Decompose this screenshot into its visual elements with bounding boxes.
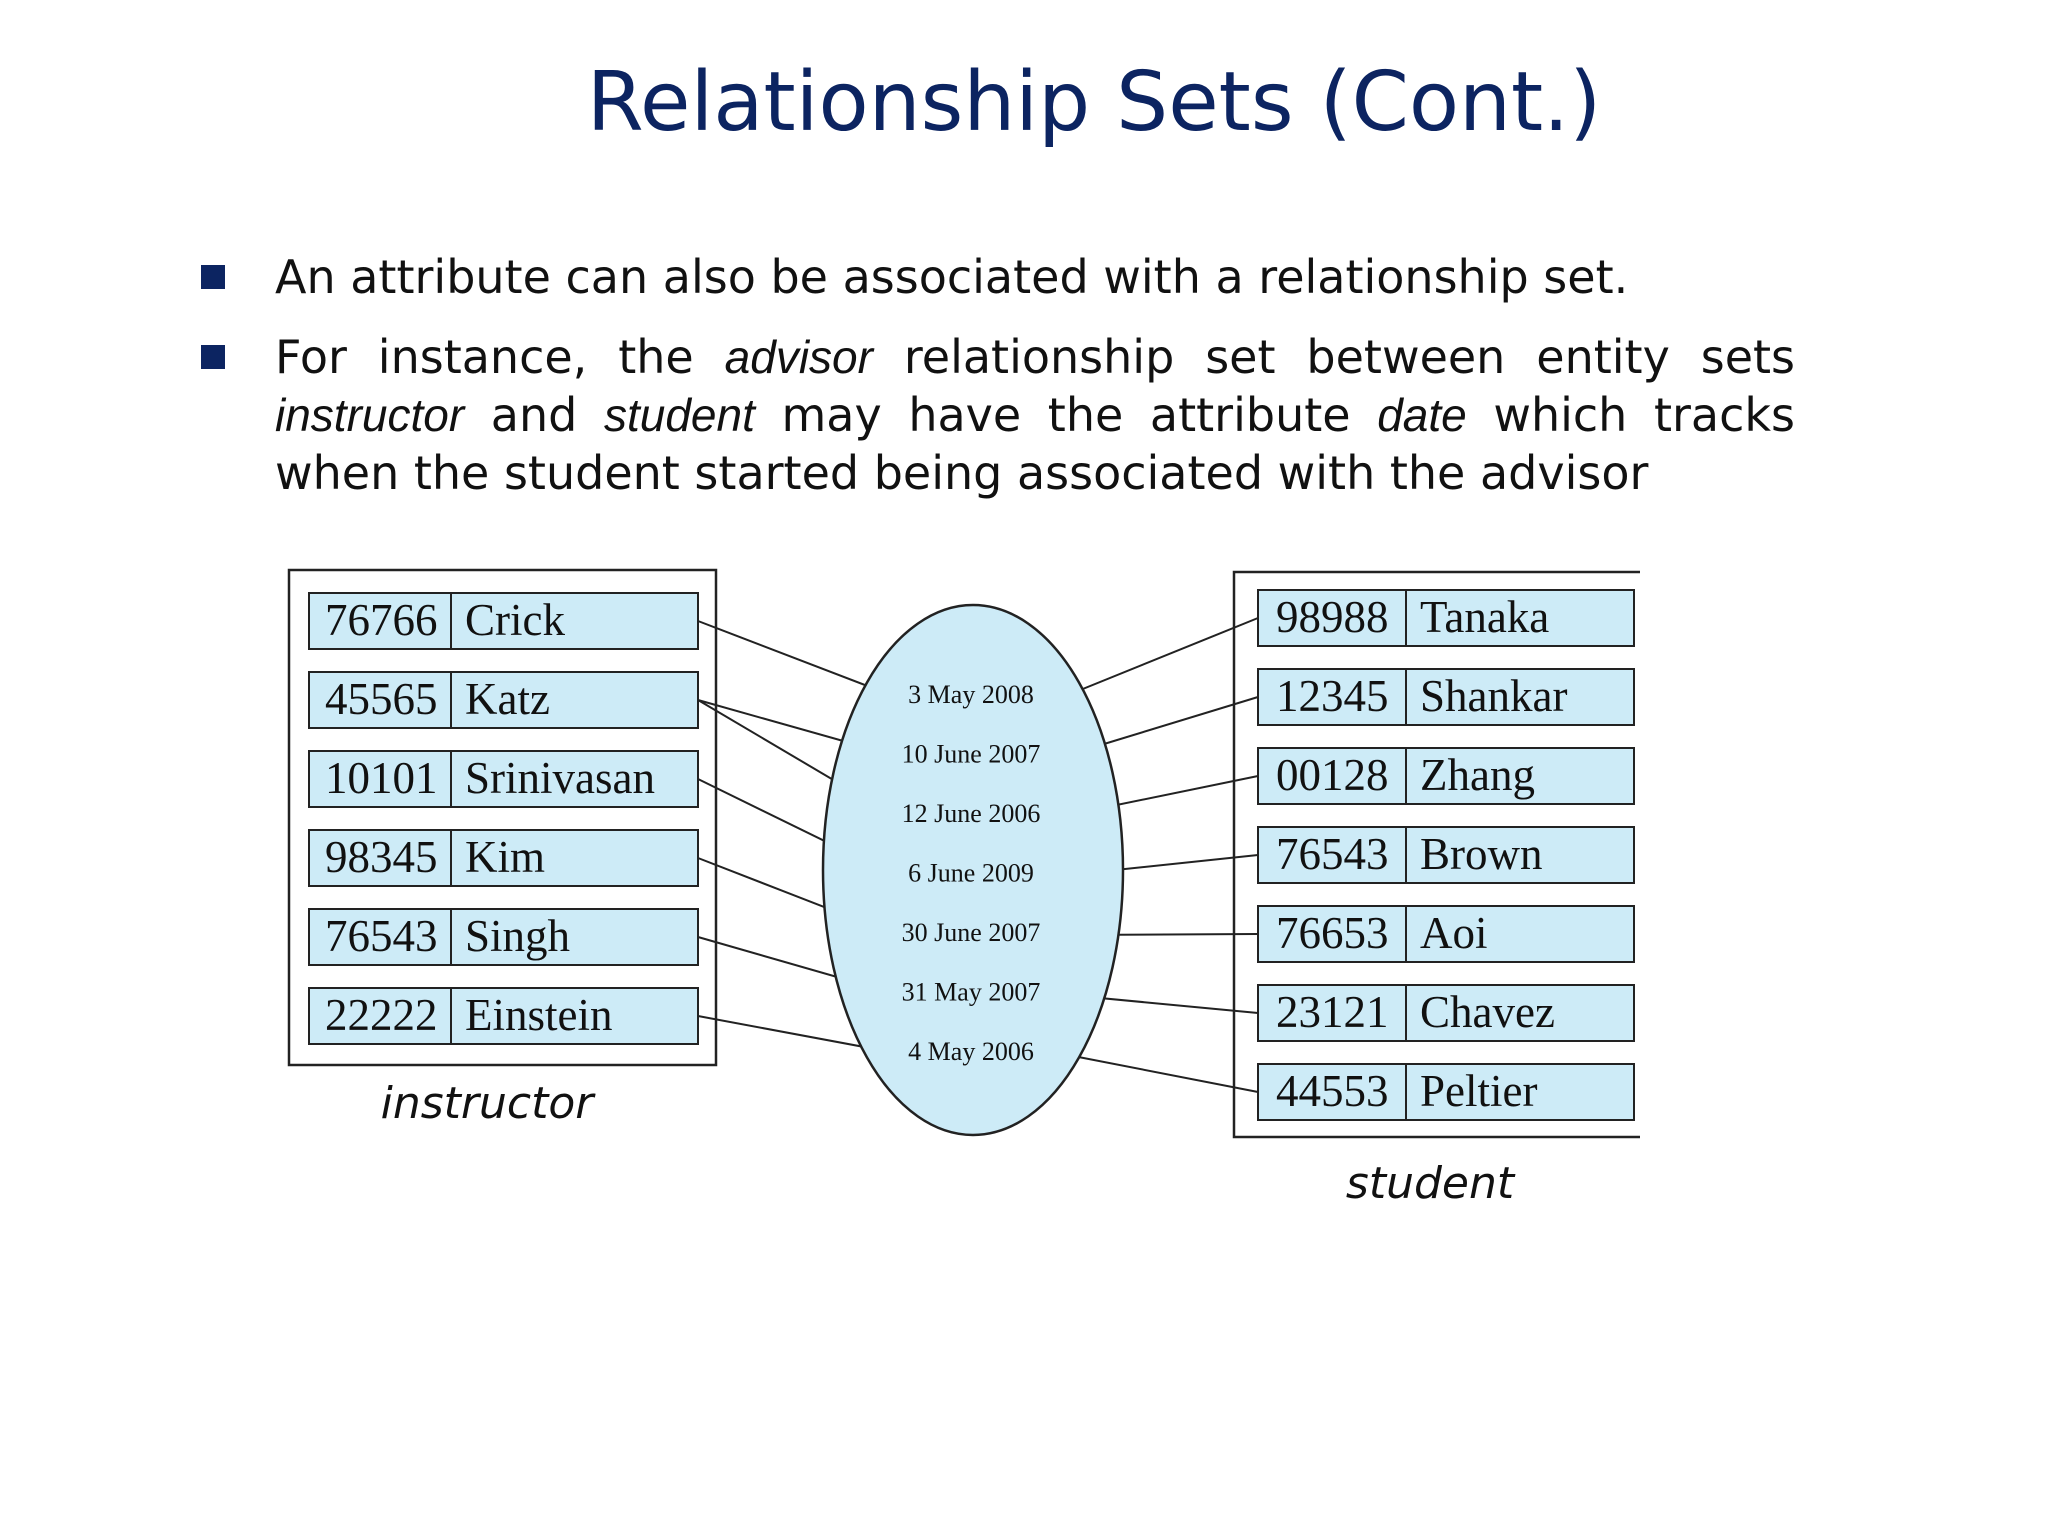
bullet-text-segment: and <box>464 388 604 442</box>
student-id: 00128 <box>1276 750 1389 800</box>
instructor-to-date-line <box>698 621 891 695</box>
instructor-row <box>309 751 698 807</box>
instructor-name: Kim <box>465 832 546 882</box>
student-id: 76543 <box>1276 829 1389 879</box>
student-id: 44553 <box>1276 1066 1389 1116</box>
student-row <box>1258 1064 1634 1120</box>
instructor-name: Einstein <box>465 990 613 1040</box>
student-name: Aoi <box>1420 908 1488 958</box>
student-row <box>1258 906 1634 962</box>
student-id: 12345 <box>1276 671 1389 721</box>
student-name: Zhang <box>1420 750 1535 800</box>
date-to-student-line <box>1063 618 1258 697</box>
slide-title: Relationship Sets (Cont.) <box>586 55 1602 150</box>
instructor-row <box>309 672 698 728</box>
instructor-row <box>309 909 698 965</box>
instructor-name: Singh <box>465 911 571 961</box>
instructor-id: 10101 <box>325 753 438 803</box>
student-name: Peltier <box>1420 1066 1538 1116</box>
instructor-name: Crick <box>465 595 565 645</box>
instructor-id: 22222 <box>325 990 438 1040</box>
advisor-date-label: 30 June 2007 <box>901 918 1041 947</box>
bullet-text-segment: which tracks when the student started being associated with the advisor <box>275 388 1795 500</box>
student-name: Shankar <box>1420 671 1568 721</box>
instructor-id: 45565 <box>325 674 438 724</box>
student-name: Chavez <box>1420 987 1555 1037</box>
student-name: Tanaka <box>1420 592 1550 642</box>
instructor-rows <box>309 593 698 1044</box>
instructor-id: 76543 <box>325 911 438 961</box>
student-id: 76653 <box>1276 908 1389 958</box>
instructor-row <box>309 593 698 649</box>
advisor-date-label: 4 May 2006 <box>908 1037 1034 1066</box>
instructor-name: Srinivasan <box>465 753 655 803</box>
student-rows <box>1258 590 1634 1120</box>
bullet-text-segment: relationship set between entity sets <box>872 330 1795 384</box>
instructor-row <box>309 988 698 1044</box>
student-row <box>1258 669 1634 725</box>
student-id: 98988 <box>1276 592 1389 642</box>
instructor-set-label: instructor <box>380 1078 594 1129</box>
instructor-id: 98345 <box>325 832 438 882</box>
advisor-date-label: 3 May 2008 <box>908 680 1034 709</box>
term-student: student <box>603 389 755 441</box>
bullet-text-segment: For instance, the <box>275 330 725 384</box>
bullet-text: An attribute can also be associated with a relationship set. <box>275 250 1629 304</box>
student-row <box>1258 827 1634 883</box>
term-date: date <box>1377 389 1467 441</box>
advisor-date-label: 12 June 2006 <box>901 799 1041 828</box>
date-to-student-line <box>1063 1054 1258 1092</box>
instructor-name: Katz <box>465 674 550 724</box>
student-id: 23121 <box>1276 987 1389 1037</box>
student-row <box>1258 748 1634 804</box>
term-instructor: instructor <box>275 389 465 441</box>
instructor-row <box>309 830 698 886</box>
instructor-id: 76766 <box>325 595 438 645</box>
advisor-date-label: 6 June 2009 <box>908 858 1034 888</box>
student-row <box>1258 985 1634 1041</box>
bullet-text-segment: may have the attribute <box>754 388 1378 442</box>
student-name: Brown <box>1420 829 1543 879</box>
student-row <box>1258 590 1634 646</box>
student-set-label: student <box>1345 1158 1515 1209</box>
term-advisor: advisor <box>724 331 873 383</box>
advisor-date-label: 10 June 2007 <box>901 739 1041 769</box>
advisor-date-label: 31 May 2007 <box>901 977 1041 1007</box>
